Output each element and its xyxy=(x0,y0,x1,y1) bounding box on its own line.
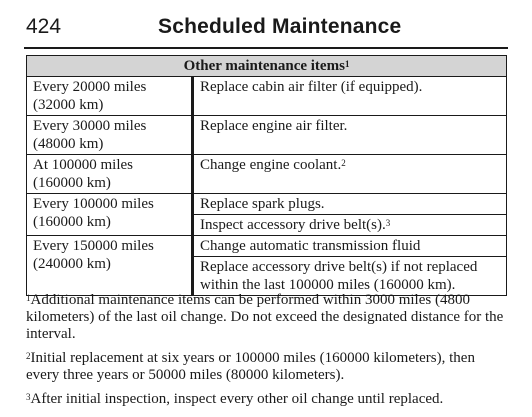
footnote-text: After initial inspection, inspect every other oil change until replaced. xyxy=(30,391,444,407)
interval-cell xyxy=(27,236,193,296)
footnote-text: Additional maintenance items can be performed within 3000 miles (4800 kilometers) of the last oil change. Do not exceed the designated distance for the interval. xyxy=(26,292,504,342)
interval-cell xyxy=(27,116,193,155)
page-number: 424 xyxy=(26,15,62,38)
item-text: Change engine coolant. xyxy=(200,157,342,173)
item-cell xyxy=(193,236,507,257)
item-text: Replace spark plugs. xyxy=(200,196,325,212)
item-footnote-ref: 2 xyxy=(341,158,346,168)
interval-distance: (160000 km) xyxy=(33,214,111,230)
table-heading xyxy=(27,56,507,77)
item-text: Replace engine air filter. xyxy=(200,118,348,134)
item-text: Inspect accessory drive belt(s). xyxy=(200,217,386,233)
footnote-mark: 1 xyxy=(26,293,31,303)
interval-text: Every 150000 miles xyxy=(33,238,154,254)
footnote-mark: 3 xyxy=(26,392,31,402)
table-heading-text: Other maintenance items xyxy=(183,58,345,74)
item-text: Replace cabin air filter (if equipped). xyxy=(200,79,423,95)
table-row xyxy=(27,236,507,257)
item-cell xyxy=(193,194,507,215)
maintenance-table xyxy=(26,55,507,296)
footnote-text: Initial replacement at six years or 100000 miles (160000 kilometers), then every three years or 50000 miles (80000 kilometers). xyxy=(26,350,475,383)
item-cell xyxy=(193,155,507,194)
item-text: Replace accessory drive belt(s) if not replaced within the last 100000 miles (160000 km). xyxy=(200,259,478,293)
table-heading-ref: 1 xyxy=(344,59,350,69)
header-rule xyxy=(24,47,508,49)
interval-distance: (32000 km) xyxy=(33,97,104,113)
table-row xyxy=(27,155,507,194)
interval-distance: (160000 km) xyxy=(33,175,111,191)
table-row xyxy=(27,194,507,215)
table-row xyxy=(27,116,507,155)
table-heading-row xyxy=(27,56,507,77)
item-cell xyxy=(193,116,507,155)
footnote xyxy=(26,292,510,343)
interval-cell xyxy=(27,194,193,236)
table-row xyxy=(27,77,507,116)
page-title: Scheduled Maintenance xyxy=(158,15,402,38)
footnote-mark: 2 xyxy=(26,351,31,361)
interval-text: Every 20000 miles xyxy=(33,79,147,95)
interval-text: Every 100000 miles xyxy=(33,196,154,212)
interval-text: Every 30000 miles xyxy=(33,118,147,134)
page-header xyxy=(26,12,506,42)
item-text: Change automatic transmission fluid xyxy=(200,238,421,254)
item-footnote-ref: 3 xyxy=(385,218,391,228)
interval-distance: (240000 km) xyxy=(33,256,111,272)
footnote xyxy=(26,391,510,408)
interval-distance: (48000 km) xyxy=(33,136,104,152)
interval-cell xyxy=(27,77,193,116)
interval-cell xyxy=(27,155,193,194)
footnotes xyxy=(26,292,510,415)
item-cell xyxy=(193,77,507,116)
interval-text: At 100000 miles xyxy=(33,157,133,173)
footnote xyxy=(26,350,510,384)
item-cell xyxy=(193,257,507,296)
item-cell xyxy=(193,215,507,236)
